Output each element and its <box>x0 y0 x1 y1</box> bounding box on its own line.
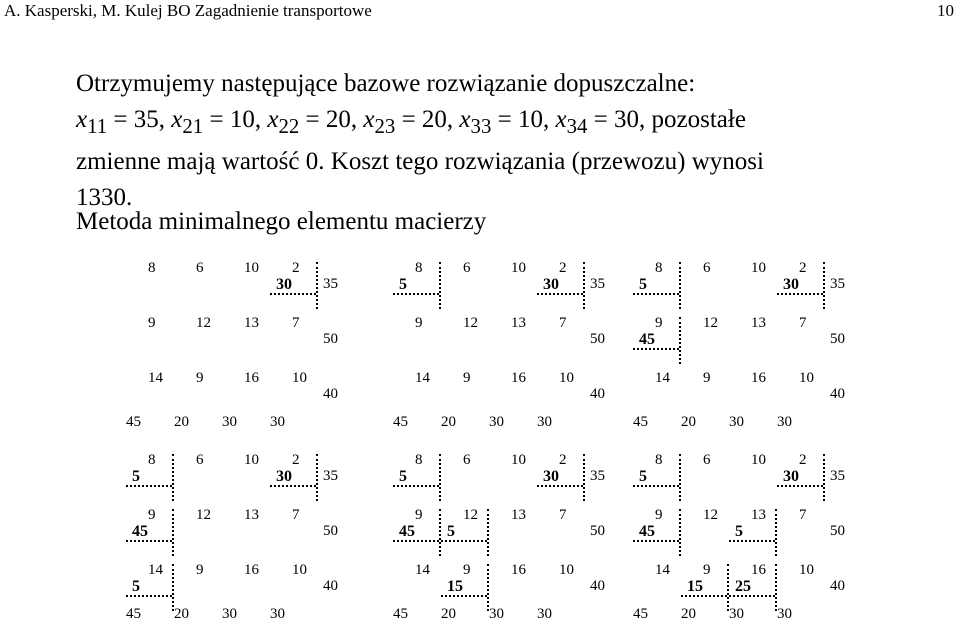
solution-term: $x_{23} = 20$, <box>363 106 454 138</box>
cost-line: zmienne mają wartość 0. Koszt tego rozwiązania (przewozu) wynosi <box>76 148 764 175</box>
dotted-divider <box>583 454 585 501</box>
demand-value: 45 <box>393 414 408 430</box>
allocation-value: 45 <box>639 331 655 348</box>
cost-value: 9 <box>415 315 423 331</box>
dotted-divider <box>487 509 489 556</box>
cost-value: 16 <box>511 370 526 386</box>
allocation-value: 30 <box>543 276 559 293</box>
allocation-value: 15 <box>447 578 463 595</box>
demand-value: 30 <box>270 606 285 622</box>
dotted-divider <box>633 348 679 350</box>
cost-value: 12 <box>703 315 718 331</box>
dotted-divider <box>126 485 172 487</box>
supply-value: 35 <box>323 276 338 292</box>
supply-value: 35 <box>590 468 605 484</box>
dotted-divider <box>823 262 825 309</box>
cost-value: 6 <box>703 260 711 276</box>
allocation-value: 30 <box>543 468 559 485</box>
cost-value: 8 <box>655 452 663 468</box>
allocation-value: 5 <box>639 468 647 485</box>
supply-value: 35 <box>323 468 338 484</box>
cost-value: 9 <box>463 562 471 578</box>
demand-value: 30 <box>777 606 792 622</box>
cost-value: 6 <box>196 260 204 276</box>
dotted-divider <box>681 595 727 597</box>
supply-value: 40 <box>590 386 605 402</box>
tableau <box>385 450 635 640</box>
solution-term: $x_{22} = 20$, <box>267 106 358 138</box>
dotted-divider <box>172 564 174 611</box>
cost-value: 7 <box>559 315 567 331</box>
dotted-divider <box>777 485 823 487</box>
cost-value: 13 <box>244 507 259 523</box>
cost-value: 16 <box>244 562 259 578</box>
demand-value: 45 <box>126 606 141 622</box>
cost-value: 12 <box>703 507 718 523</box>
cost-value: 12 <box>196 507 211 523</box>
demand-value: 30 <box>489 606 504 622</box>
supply-value: 50 <box>590 331 605 347</box>
demand-value: 20 <box>441 606 456 622</box>
dotted-divider <box>633 293 679 295</box>
tableau <box>118 450 368 640</box>
supply-value: 50 <box>590 523 605 539</box>
demand-value: 20 <box>681 414 696 430</box>
dotted-divider <box>729 595 775 597</box>
cost-value: 8 <box>655 260 663 276</box>
cost-value: 10 <box>559 370 574 386</box>
cost-value: 13 <box>511 315 526 331</box>
cost-value: 7 <box>799 507 807 523</box>
solution-term: $x_{11} = 35$, <box>76 106 166 138</box>
cost-value: 6 <box>703 452 711 468</box>
dotted-divider <box>823 454 825 501</box>
cost-value: 14 <box>655 370 670 386</box>
allocation-value: 15 <box>687 578 703 595</box>
cost-value: 2 <box>559 260 567 276</box>
cost-value-line: 1330. <box>76 184 133 211</box>
section-heading: Metoda minimalnego elementu macierzy <box>76 208 487 235</box>
dotted-divider <box>679 509 681 556</box>
dotted-divider <box>775 564 777 611</box>
demand-value: 20 <box>174 606 189 622</box>
dotted-divider <box>439 509 441 556</box>
dotted-divider <box>679 262 681 309</box>
demand-value: 45 <box>633 606 648 622</box>
supply-value: 40 <box>590 578 605 594</box>
supply-value: 35 <box>830 468 845 484</box>
dotted-divider <box>316 262 318 309</box>
allocation-value: 5 <box>735 523 743 540</box>
demand-value: 30 <box>537 606 552 622</box>
cost-value: 6 <box>196 452 204 468</box>
cost-value: 7 <box>292 315 300 331</box>
cost-value: 13 <box>511 507 526 523</box>
cost-value: 2 <box>799 452 807 468</box>
demand-value: 30 <box>729 414 744 430</box>
cost-value: 14 <box>655 562 670 578</box>
cost-value: 6 <box>463 260 471 276</box>
allocation-value: 5 <box>639 276 647 293</box>
dotted-divider <box>633 540 679 542</box>
cost-value: 7 <box>292 507 300 523</box>
dotted-divider <box>537 485 583 487</box>
dotted-divider <box>441 595 487 597</box>
cost-value: 16 <box>751 370 766 386</box>
cost-value: 10 <box>244 260 259 276</box>
supply-value: 40 <box>830 386 845 402</box>
cost-value: 2 <box>292 260 300 276</box>
allocation-value: 5 <box>132 468 140 485</box>
dotted-divider <box>126 540 172 542</box>
page-number: 10 <box>937 1 954 20</box>
cost-value: 12 <box>196 315 211 331</box>
cost-value: 8 <box>415 260 423 276</box>
cost-value: 10 <box>751 260 766 276</box>
cost-value: 10 <box>799 562 814 578</box>
cost-value: 16 <box>511 562 526 578</box>
supply-value: 40 <box>323 386 338 402</box>
cost-value: 8 <box>148 452 156 468</box>
cost-value: 16 <box>244 370 259 386</box>
dotted-divider <box>775 509 777 556</box>
demand-value: 30 <box>222 414 237 430</box>
demand-value: 20 <box>441 414 456 430</box>
dotted-divider <box>537 293 583 295</box>
supply-value: 40 <box>830 578 845 594</box>
cost-value: 7 <box>559 507 567 523</box>
cost-value: 14 <box>148 370 163 386</box>
supply-value: 35 <box>590 276 605 292</box>
dotted-divider <box>679 454 681 501</box>
allocation-value: 5 <box>132 578 140 595</box>
allocation-value: 30 <box>276 276 292 293</box>
dotted-divider <box>172 509 174 556</box>
dotted-divider <box>441 540 487 542</box>
dotted-divider <box>393 540 439 542</box>
supply-value: 35 <box>830 276 845 292</box>
dotted-divider <box>439 454 441 501</box>
dotted-divider <box>777 293 823 295</box>
allocation-value: 5 <box>399 468 407 485</box>
dotted-divider <box>393 485 439 487</box>
demand-value: 30 <box>222 606 237 622</box>
dotted-divider <box>633 485 679 487</box>
cost-value: 9 <box>655 315 663 331</box>
cost-value: 10 <box>244 452 259 468</box>
dotted-divider <box>316 454 318 501</box>
demand-value: 20 <box>681 606 696 622</box>
cost-value: 12 <box>463 315 478 331</box>
solution-tail: pozostałe <box>651 106 746 133</box>
cost-value: 6 <box>463 452 471 468</box>
running-title: A. Kasperski, M. Kulej BO Zagadnienie transportowe <box>4 1 372 20</box>
solution-term: $x_{33} = 10$, <box>459 106 550 138</box>
cost-value: 9 <box>463 370 471 386</box>
tableau <box>625 450 875 640</box>
tableau <box>385 258 635 448</box>
cost-value: 2 <box>799 260 807 276</box>
dotted-divider <box>583 262 585 309</box>
cost-value: 9 <box>655 507 663 523</box>
cost-value: 10 <box>292 562 307 578</box>
allocation-value: 45 <box>399 523 415 540</box>
cost-value: 10 <box>751 452 766 468</box>
dotted-divider <box>270 293 316 295</box>
demand-value: 45 <box>393 606 408 622</box>
cost-value: 10 <box>511 452 526 468</box>
cost-value: 9 <box>196 370 204 386</box>
dotted-divider <box>679 317 681 364</box>
tableau <box>118 258 368 448</box>
intro-line: Otrzymujemy następujące bazowe rozwiązanie dopuszczalne: <box>76 70 696 97</box>
dotted-divider <box>729 540 775 542</box>
supply-value: 40 <box>323 578 338 594</box>
demand-value: 30 <box>489 414 504 430</box>
allocation-value: 30 <box>276 468 292 485</box>
solution-term: $x_{21} = 10$, <box>171 106 262 138</box>
body-paragraph <box>76 66 946 216</box>
dotted-divider <box>439 262 441 309</box>
allocation-value: 30 <box>783 468 799 485</box>
demand-value: 30 <box>777 414 792 430</box>
cost-value: 9 <box>415 507 423 523</box>
cost-value: 2 <box>559 452 567 468</box>
dotted-divider <box>172 454 174 501</box>
supply-value: 50 <box>830 331 845 347</box>
cost-value: 10 <box>559 562 574 578</box>
dotted-divider <box>727 564 729 611</box>
cost-value: 10 <box>799 370 814 386</box>
solution-term: $x_{34} = 30$, <box>555 106 646 138</box>
cost-value: 13 <box>751 315 766 331</box>
dotted-divider <box>393 293 439 295</box>
demand-value: 30 <box>729 606 744 622</box>
demand-value: 20 <box>174 414 189 430</box>
demand-value: 30 <box>537 414 552 430</box>
supply-value: 50 <box>830 523 845 539</box>
cost-value: 14 <box>415 562 430 578</box>
solution-line <box>76 102 946 144</box>
demand-value: 45 <box>126 414 141 430</box>
cost-value: 9 <box>703 370 711 386</box>
tableau <box>625 258 875 448</box>
cost-value: 9 <box>196 562 204 578</box>
cost-value: 8 <box>148 260 156 276</box>
cost-value: 9 <box>148 315 156 331</box>
dotted-divider <box>487 564 489 611</box>
cost-value: 9 <box>148 507 156 523</box>
cost-value: 7 <box>799 315 807 331</box>
cost-value: 10 <box>511 260 526 276</box>
supply-value: 50 <box>323 523 338 539</box>
allocation-value: 30 <box>783 276 799 293</box>
dotted-divider <box>126 595 172 597</box>
page-header <box>0 0 960 22</box>
cost-value: 13 <box>751 507 766 523</box>
cost-value: 13 <box>244 315 259 331</box>
demand-value: 30 <box>270 414 285 430</box>
cost-value: 14 <box>415 370 430 386</box>
allocation-value: 5 <box>447 523 455 540</box>
cost-value: 2 <box>292 452 300 468</box>
cost-value: 16 <box>751 562 766 578</box>
dotted-divider <box>270 485 316 487</box>
allocation-value: 45 <box>639 523 655 540</box>
cost-value: 12 <box>463 507 478 523</box>
cost-value: 8 <box>415 452 423 468</box>
demand-value: 45 <box>633 414 648 430</box>
supply-value: 50 <box>323 331 338 347</box>
allocation-value: 25 <box>735 578 751 595</box>
cost-value: 14 <box>148 562 163 578</box>
cost-value: 10 <box>292 370 307 386</box>
allocation-value: 5 <box>399 276 407 293</box>
allocation-value: 45 <box>132 523 148 540</box>
cost-value: 9 <box>703 562 711 578</box>
